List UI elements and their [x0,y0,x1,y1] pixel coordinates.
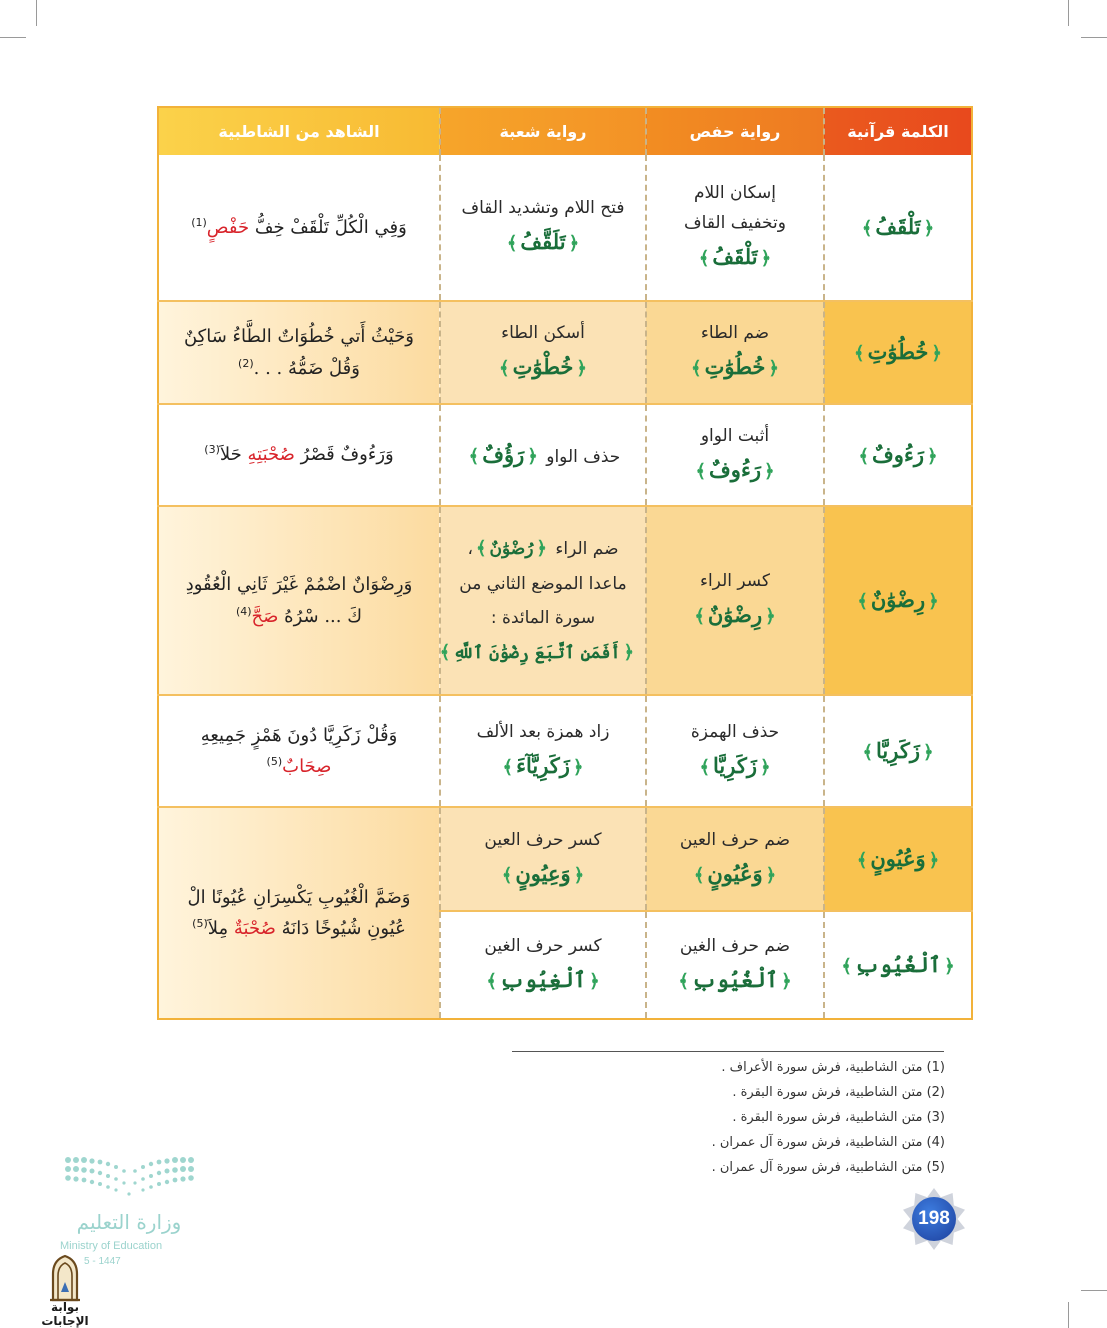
table-header-row [158,107,972,155]
quran-word: ﴿رُضْوَٰنٌ﴾ [475,537,547,559]
site-label: بوابة الإجابات [41,1300,89,1328]
quran-word: ﴿رِضْوَٰنٌ﴾ [857,587,939,613]
footnote: (4) متن الشاطبية، فرش سورة آل عمران . [711,1135,945,1150]
cell-hafs [646,695,824,807]
ministry-name-arabic: وزارة التعليم [76,1210,182,1234]
footnote-ref: (5) [266,755,283,768]
cell-shuba [440,404,646,506]
verse-line: وَحَيْثُ أَتي خُطُوَاتٌ الطَّاءُ سَاكِنٌ [183,326,414,347]
quran-word: ﴿ٱلْغُيُوبِ﴾ [678,966,792,992]
shuba-desc: ، ماعدا الموضع الثاني من سورة المائدة : [459,538,627,628]
hafs-desc: ضم الطاء [700,323,770,344]
hafs-desc: ضم حرف العين [679,829,791,850]
crop-mark [1081,1290,1107,1291]
qiraat-comparison-table [157,106,973,1020]
hafs-desc: كسر الراء [699,571,771,592]
crop-mark [0,37,26,38]
verse-line: صِحَابٌ$^{(5)}$ [266,755,332,777]
quran-word: ﴿زَكَرِيَّا﴾ [862,737,934,763]
page-number-badge [897,1189,971,1249]
cell-word [824,506,972,695]
cell-hafs [646,155,824,301]
hafs-desc: أثبت الواو [700,425,770,446]
footnote: (3) متن الشاطبية، فرش سورة البقرة . [732,1110,945,1125]
footnote-ref: (3) [204,443,220,457]
header-quranic-word: الكلمة قرآنية [824,107,972,155]
page-number: 198 [912,1197,956,1241]
cell-shuba [440,807,646,911]
header-hafs: رواية حفص [646,107,824,155]
table-row [158,301,972,404]
quran-word: ﴿تَلْقَفُ﴾ [861,214,935,240]
cell-word [824,695,972,807]
cell-verse [158,807,440,1019]
cell-word [824,404,972,506]
header-shuba: رواية شعبة [440,107,646,155]
quran-word: ﴿رِضْوَٰنٌ﴾ [694,602,776,627]
footnote: (5) متن الشاطبية، فرش سورة آل عمران . [711,1160,945,1175]
verse-line: وَقُلْ زَكَرِيَّا دُونَ هَمْزٍ جَمِيعِهِ [200,724,398,746]
crop-mark [1068,0,1069,26]
cell-verse [158,506,440,695]
crop-mark [1068,1302,1069,1328]
cell-verse [158,155,440,301]
verse-line: كَ ... سْرُهُ صَحَّ$^{(4)}$ [235,604,363,627]
cell-hafs [646,911,824,1019]
quran-word: ﴿رَؤُفٌ﴾ [468,441,538,467]
site-logo[interactable] [28,1254,102,1328]
table-row [158,404,972,506]
quran-word: ﴿خُطْوَٰتِ﴾ [499,354,587,379]
verse-line: وَرَءُوفٌ قَصْرُ صُحْبَتِهِ حَلاَ$^{(3)}$ [204,443,394,466]
shuba-desc: حذف الواو [546,446,621,467]
shuba-desc: كسر حرف الغين [484,935,602,956]
ministry-dots-icon [62,1152,197,1198]
cell-word [824,155,972,301]
verse-line: عُيُونِ شُيُوخًا دَانَهُ صُحْبَةٌ مِلاَ$^{(5)}$ [192,917,406,939]
quran-word: ﴿خُطُوَٰتِ﴾ [854,339,942,365]
shuba-desc: كسر حرف العين [484,829,602,850]
footnote-ref: (2) [238,356,254,370]
footnote: (1) متن الشاطبية، فرش سورة الأعراف . [721,1060,945,1075]
hafs-desc: ضم حرف الغين [679,935,791,956]
footnote-divider [512,1051,944,1052]
cell-shuba [440,911,646,1019]
cell-word [824,807,972,911]
quran-word: ﴿رَءُوفٌ﴾ [695,456,775,482]
crop-mark [36,0,37,26]
footnote-ref: (5) [192,917,208,930]
shuba-desc: أسكن الطاء [501,323,585,344]
shuba-desc: ضم الراء [555,538,619,559]
ministry-year: 5 - 1447 [84,1256,121,1267]
cell-hafs [646,807,824,911]
cell-shuba [440,155,646,301]
cell-hafs [646,404,824,506]
cell-hafs [646,301,824,404]
shuba-desc: فتح اللام وتشديد القاف [461,198,625,219]
table-row [158,695,972,807]
cell-word [824,301,972,404]
quran-word: ﴿وَعُيُونٍ﴾ [693,860,777,886]
hafs-desc: إسكان اللام وتخفيف القاف [684,183,786,234]
cell-shuba [440,506,646,695]
footnote-ref: (4) [235,604,252,618]
quran-word: ﴿ٱلْغُيُوبِ﴾ [841,951,955,977]
quran-word: ﴿تَلْقَفُ﴾ [698,243,772,269]
table-row [158,807,972,911]
table-row [158,506,972,695]
quran-word: ﴿رَءُوفٌ﴾ [858,441,938,467]
quran-word: ﴿وَعِيُونٍ﴾ [501,860,585,886]
cell-verse [158,301,440,404]
quran-word: ﴿زَكَرِيَّآءَ﴾ [502,752,584,778]
footnotes [712,1055,945,1180]
quran-quote: ﴿أَفَمَنِ ٱتَّبَعَ رِضْوَٰنَ ٱللَّهِ﴾ [439,641,634,663]
footnote-ref: (1) [191,215,207,229]
verse-line: وَضَمَّ الْغُيُوبِ يَكْسِرَانِ عُيُونًا الْ [187,886,411,908]
quran-word: ﴿تَلَقَّفُ﴾ [506,229,580,254]
cell-shuba [440,695,646,807]
verse-line: وَقُلْ ضَمُّهُ . . .$^{(2)}$ [238,356,360,379]
quran-word: ﴿وَعُيُونٍ﴾ [856,845,940,871]
cell-hafs [646,506,824,695]
shuba-desc: زاد همزة بعد الألف [476,721,610,742]
gate-lantern-icon [28,1254,102,1302]
crop-mark [1081,37,1107,38]
cell-shuba [440,301,646,404]
cell-word [824,911,972,1019]
cell-verse [158,404,440,506]
header-shatibiyya: الشاهد من الشاطبية [158,107,440,155]
table-row [158,155,972,301]
verse-line: وَفِي الْكُلِّ تَلْقَفْ خِفُّ حَفْصٍ$^{(1)}$ [191,215,407,238]
footnote: (2) متن الشاطبية، فرش سورة البقرة . [732,1085,945,1100]
ministry-name-english: Ministry of Education [60,1240,163,1252]
verse-line: وَرِضْوَانٌ اضْمُمْ غَيْرَ ثَانِي الْعُقُودِ [185,574,413,595]
quran-word: ﴿زَكَرِيَّا﴾ [699,752,771,778]
quran-word: ﴿خُطُوَٰتِ﴾ [691,354,779,379]
quran-word: ﴿ٱلْغِيُوبِ﴾ [486,966,600,992]
cell-verse [158,695,440,807]
hafs-desc: حذف الهمزة [690,721,780,742]
